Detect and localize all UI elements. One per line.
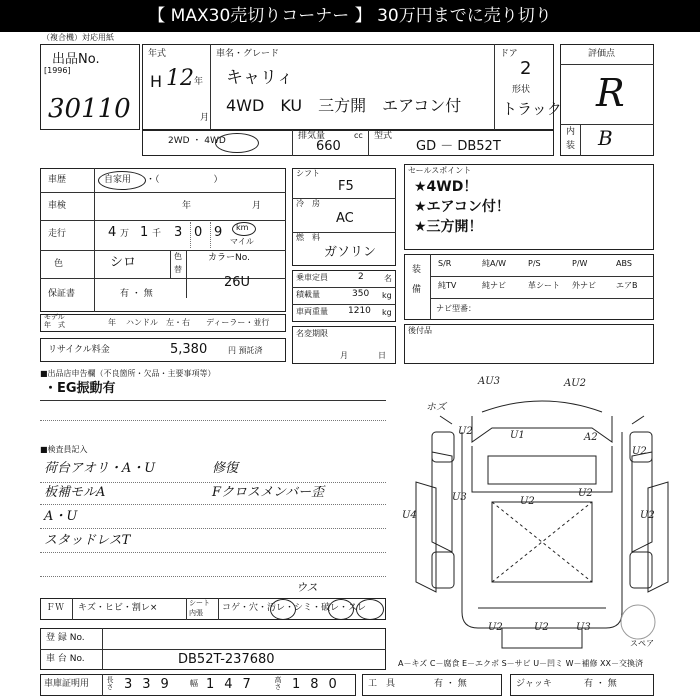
sales-point-3: ★三方開！ (414, 219, 483, 235)
history-circle (98, 171, 146, 190)
damage-mark: U2 (458, 426, 473, 437)
warranty-value: 有 ・ 無 (120, 289, 153, 299)
registration-label: 登 録 No. (46, 633, 85, 643)
height-label: 高さ (274, 676, 282, 690)
load-unit: kg (382, 291, 392, 300)
inspection-label: 車検 (48, 201, 67, 211)
len-value: 339 (124, 677, 179, 692)
mileage-u1: 万 (120, 229, 130, 239)
mileage-label: 走行 (48, 229, 67, 239)
mileage-u2: 千 (152, 229, 162, 239)
jack-value: 有 ・ 無 (584, 679, 617, 689)
mileage-mile: マイル (230, 237, 254, 246)
history-label: 車歴 (48, 175, 67, 185)
recycle-unit: 円 預託済 (228, 346, 263, 355)
equipment-item: P/W (572, 259, 588, 268)
fw-value: キズ・ヒビ・割レ× (78, 603, 158, 613)
month-unit: 月 (200, 113, 210, 123)
fw-circle-3 (356, 599, 384, 620)
warranty-label: 保証書 (48, 289, 76, 299)
history-rest: ・（ ） (146, 175, 223, 185)
interior-label-top: 内 (566, 127, 576, 137)
model-label: 車名・グレード (216, 49, 280, 59)
spare-label: スペア (630, 639, 654, 648)
sales-point-2: ★エアコン付！ (414, 199, 510, 215)
lot-small: [1996] (44, 66, 71, 75)
equipment-item: 純TV (438, 281, 457, 290)
mileage-d2: 1 (140, 225, 149, 240)
seats-label: 乗車定員 (296, 273, 328, 282)
type-value: GD － DB52T (416, 139, 501, 154)
fw-note: ウス (296, 581, 318, 594)
inspector-right-1: 修復 (212, 461, 239, 476)
recycle-label: リサイクル料金 (48, 345, 110, 355)
inspector-line-3: A・U (44, 509, 78, 524)
equipment-label-2: 備 (412, 285, 422, 295)
fw-circle-2 (328, 599, 354, 620)
seller-notes-text: ・EG振動有 (44, 381, 116, 396)
inspector-line-1: 荷台アオリ・A・U (44, 461, 156, 476)
model-year-year: 年 (108, 318, 116, 327)
header-note: （複合機）対応用紙 (42, 33, 114, 42)
spare-tire-icon (621, 605, 655, 639)
model-year-label-bottom: 年 式 (44, 321, 65, 329)
shape-label: 形状 (512, 85, 531, 95)
height-value: 180 (292, 677, 347, 692)
displacement-value: 660 (316, 139, 341, 154)
color-changed-top: 色 (174, 252, 182, 261)
aftermarket-label: 後付品 (408, 326, 432, 335)
width-label: 幅 (190, 679, 198, 688)
equipment-label-1: 装 (412, 265, 422, 275)
equipment-item: 純A/W (482, 259, 507, 268)
certificate-label: 車庫証明用 (44, 679, 90, 689)
door-label: ドア (500, 49, 518, 59)
equipment-item: 純ナビ (482, 281, 506, 290)
fw-circle-1 (270, 599, 296, 620)
inspector-right-2: Fクロスメンバー歪 (212, 485, 325, 500)
damage-mark: U4 (402, 510, 417, 521)
history-value: 自家用 (104, 175, 132, 185)
model-grade: 4WD KU 三方開 エアコン付 (226, 96, 462, 115)
sales-point-1: ★4WD！ (414, 179, 478, 195)
damage-mark: AU2 (564, 378, 587, 389)
fw-seat-bottom: 内張 (189, 609, 203, 617)
weight-unit: kg (382, 308, 392, 317)
recycle-value: 5,380 (170, 342, 208, 357)
inspector-line-4: スタッドレスT (44, 533, 131, 548)
year-value: 12 (166, 66, 194, 91)
drive-selected-circle (215, 133, 259, 153)
sales-points-label: セールスポイント (408, 166, 472, 175)
seats-unit: 名 (384, 274, 392, 283)
weight-value: 1210 (348, 306, 371, 316)
fuel-label: 燃 料 (296, 233, 320, 242)
seller-notes-label: ■出品店申告欄（不良箇所・欠品・主要事項等） (40, 369, 216, 378)
inspection-year: 年 (182, 201, 192, 211)
model-year-label-top: モデル (44, 313, 65, 321)
color-code: 26U (224, 275, 251, 290)
shape-value: トラック (502, 100, 562, 118)
color-value: シロ (110, 255, 137, 270)
name-change-day: 日 (378, 351, 386, 360)
damage-mark: U2 (578, 488, 593, 499)
inspection-month: 月 (252, 201, 262, 211)
color-changed-bottom: 替 (174, 265, 182, 274)
interior-label-bottom: 装 (566, 141, 576, 151)
equipment-item: S/R (438, 259, 452, 268)
door-value: 2 (520, 58, 532, 79)
name-change-label: 名変期限 (296, 329, 328, 338)
color-label: 色 (54, 259, 64, 269)
type-label: 型式 (374, 131, 393, 141)
damage-mark: U2 (640, 510, 655, 521)
shift-label: シフト (296, 169, 320, 178)
ac-value: AC (336, 211, 354, 226)
tools-value: 有 ・ 無 (434, 679, 467, 689)
fw-label: ＦＷ (46, 603, 65, 613)
equipment-item: 外ナビ (572, 281, 596, 290)
score-value: R (596, 71, 625, 115)
chassis-value: DB52T-237680 (178, 652, 275, 667)
displacement-label: 排気量 (298, 131, 326, 141)
mileage-d4: 0 (194, 225, 203, 240)
shift-value: F5 (338, 179, 354, 194)
car-diagram (392, 372, 692, 660)
load-label: 積載量 (296, 290, 320, 299)
len-label: 長さ (106, 676, 114, 690)
year-label: 年式 (148, 49, 167, 59)
damage-mark: U3 (576, 622, 591, 633)
model-year-dealer: ディーラー・並行 (206, 318, 270, 327)
year-unit: 年 (194, 77, 204, 87)
chassis-label: 車 台 No. (46, 654, 85, 664)
damage-mark: U1 (510, 430, 525, 441)
ac-label: 冷 房 (296, 199, 320, 208)
inspector-label: ■検査員記入 (40, 445, 88, 454)
damage-mark: A2 (584, 432, 598, 443)
mileage-km-circle (232, 222, 256, 236)
damage-mark: U2 (534, 622, 549, 633)
aftermarket-box (404, 324, 654, 364)
mileage-km: km (236, 223, 249, 232)
damage-mark: U2 (520, 496, 535, 507)
drive-options: 2WD ・ 4WD (168, 136, 226, 146)
width-value: 147 (206, 677, 261, 692)
fuel-value: ガソリン (324, 245, 377, 260)
navi-label: ナビ型番： (436, 304, 476, 313)
inspector-line-2: 板補モルA (44, 485, 106, 500)
equipment-item: エアB (616, 281, 638, 290)
equipment-item: 革シート (528, 281, 560, 290)
equipment-item: P/S (528, 259, 541, 268)
load-value: 350 (352, 289, 370, 299)
damage-mark: ホズ (426, 402, 446, 413)
interior-value: B (598, 126, 613, 150)
mileage-d3: 3 (174, 225, 183, 240)
fw-seat-top: シート (189, 599, 210, 607)
damage-mark: U3 (452, 492, 467, 503)
legend: A－キズ C－腐食 E－エクボ S－サビ U－凹ミ W－補修 XX－交換済 (398, 659, 644, 668)
name-change-month: 月 (340, 351, 348, 360)
displacement-unit: cc (354, 131, 363, 140)
mileage-d1: 4 (108, 225, 117, 240)
model-name: キャリィ (226, 68, 294, 88)
damage-mark: AU3 (478, 376, 501, 387)
lot-number: 30110 (48, 94, 131, 124)
fw-seat-value: コゲ・穴・汚レ・シミ・破レ・スレ (222, 603, 367, 613)
damage-mark: U2 (632, 446, 647, 457)
jack-label: ジャッキ (516, 679, 552, 689)
weight-label: 車両重量 (296, 307, 328, 316)
seats-value: 2 (358, 272, 364, 282)
mileage-d5: 9 (214, 225, 223, 240)
banner: 【 MAX30売切りコーナー 】 30万円までに売り切り (0, 0, 700, 32)
tools-label: 工 具 (368, 679, 396, 689)
lot-label: 出品No. (52, 52, 100, 67)
equipment-item: ABS (616, 259, 632, 268)
score-label: 評価点 (588, 49, 616, 59)
year-era: H (150, 72, 163, 91)
model-year-handle: ハンドル 左・右 (126, 318, 190, 327)
color-code-label: カラーNo. (208, 253, 250, 263)
damage-mark: U2 (488, 622, 503, 633)
